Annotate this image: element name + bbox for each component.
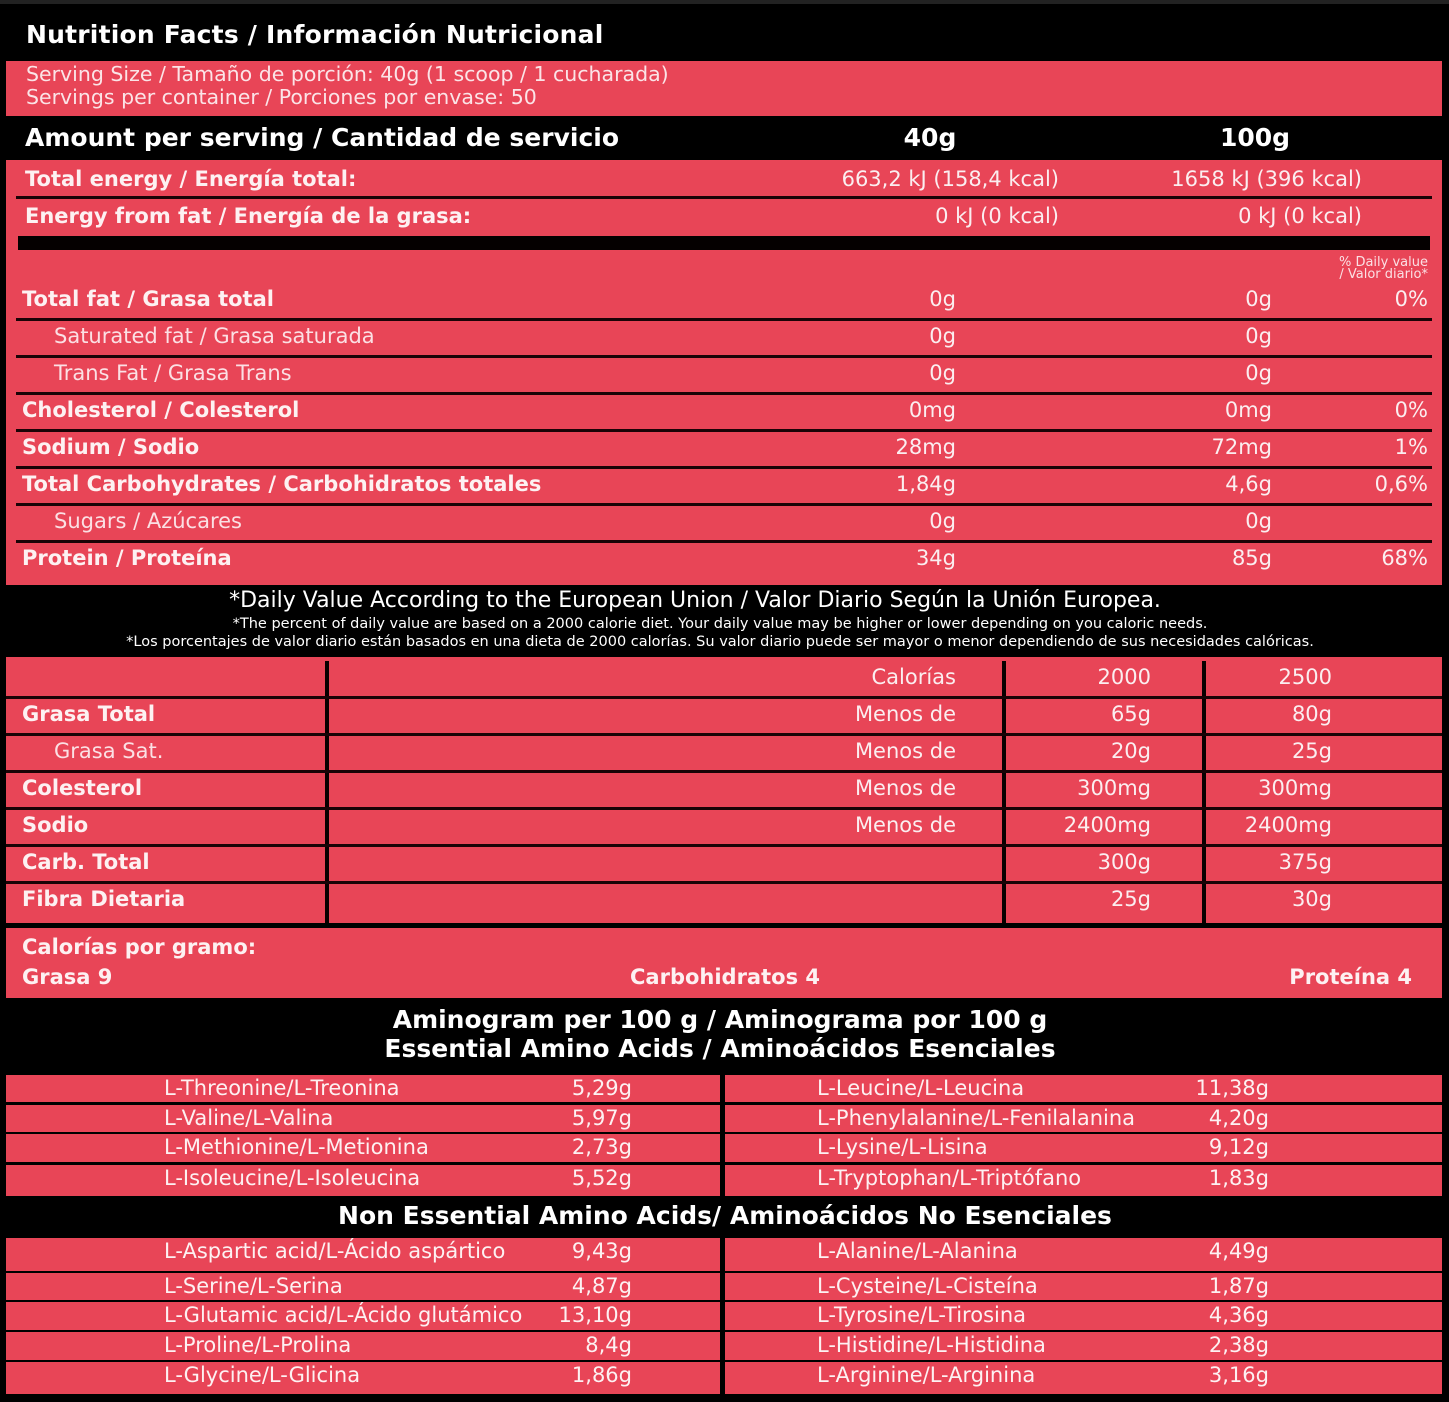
nutrient-daily-value: 68%: [1381, 546, 1428, 570]
amino-acid-value: 4,36g: [1208, 1303, 1269, 1327]
amino-acid-value: 5,52g: [571, 1166, 632, 1190]
column-header-40g: 40g: [903, 123, 957, 152]
dv-table-header-row: [6, 660, 1442, 697]
nutrient-value-100g: 85g: [1231, 546, 1272, 570]
top-edge-strip: [0, 0, 1449, 4]
energy-value-40g: 0 kJ (0 kcal): [935, 204, 1059, 228]
nutrient-panel: [6, 160, 1442, 585]
dv-row-label: Grasa Total: [22, 702, 156, 726]
dv-row-label: Sodio: [22, 813, 89, 837]
nutrient-value-100g: 0g: [1245, 509, 1272, 533]
amino-acid-row: [6, 1134, 720, 1162]
calories-per-gram-carbs: Carbohidratos 4: [630, 965, 820, 989]
calories-per-gram-fat: Grasa 9: [22, 965, 113, 989]
amino-acid-value: 2,38g: [1208, 1333, 1269, 1357]
daily-value-footnote: [0, 586, 1449, 656]
energy-label: Total energy / Energía total:: [25, 167, 357, 191]
amino-acid-row: [6, 1165, 720, 1196]
dv-table-header-2500: 2500: [1278, 665, 1332, 689]
amino-acid-name: L-Serine/L-Serina: [164, 1274, 343, 1298]
serving-info-panel: [6, 61, 1442, 116]
amino-acid-value: 5,97g: [571, 1106, 632, 1130]
amino-acid-value: 9,12g: [1208, 1135, 1269, 1159]
dv-row-2000: 25g: [1110, 887, 1151, 911]
dv-row-qualifier: Menos de: [854, 813, 956, 837]
amino-acid-name: L-Methionine/L-Metionina: [164, 1135, 429, 1159]
amino-acid-row: [6, 1332, 720, 1360]
daily-value-reference-table: [6, 657, 1442, 923]
nutrient-value-40g: 0g: [929, 287, 956, 311]
amount-label: Amount per serving / Cantidad de servicio: [25, 123, 620, 152]
dv-table-row: [6, 697, 1442, 734]
amino-acid-name: L-Isoleucine/L-Isoleucina: [164, 1166, 421, 1190]
amino-acid-row: [725, 1332, 1442, 1360]
dv-row-2000: 20g: [1110, 739, 1151, 763]
nutrient-label: Cholesterol / Colesterol: [22, 398, 300, 422]
nutrient-label: Total Carbohydrates / Carbohidratos totales: [22, 472, 542, 496]
nutrient-value-40g: 34g: [915, 546, 956, 570]
dv-row-qualifier: Menos de: [854, 776, 956, 800]
nutrient-value-40g: 0g: [929, 509, 956, 533]
nutrient-row: [6, 467, 1442, 504]
dv-table-header-2000: 2000: [1097, 665, 1151, 689]
nutrient-row: [6, 504, 1442, 541]
amino-acid-value: 5,29g: [571, 1076, 632, 1100]
amino-acid-name: L-Tryptophan/L-Triptófano: [817, 1166, 1082, 1190]
nutrient-value-40g: 0g: [929, 324, 956, 348]
dv-row-2500: 300mg: [1258, 776, 1332, 800]
dv-table-row: [6, 845, 1442, 882]
dv-row-label: Colesterol: [22, 776, 143, 800]
servings-per-container: Servings per container / Porciones por envase: 50: [26, 85, 537, 109]
footnote-spanish: *Los porcentajes de valor diario están basados en una dieta de 2000 calorías. Su valor diario puede ser mayor o menor dependiendo de sus necesidades calóricas.: [126, 634, 1314, 650]
nutrient-label: Protein / Proteína: [22, 546, 232, 570]
amino-acid-row: [6, 1302, 720, 1330]
amino-acid-name: L-Glutamic acid/L-Ácido glutámico: [164, 1303, 523, 1327]
nutrient-label: Sugars / Azúcares: [54, 509, 242, 533]
amino-acid-value: 4,49g: [1208, 1239, 1269, 1263]
nutrient-row: [6, 430, 1442, 467]
nutrient-value-100g: 72mg: [1211, 435, 1272, 459]
amino-acid-name: L-Threonine/L-Treonina: [164, 1076, 400, 1100]
dv-row-2000: 300g: [1097, 850, 1151, 874]
dv-row-2500: 2400mg: [1244, 813, 1332, 837]
aminogram-heading: [0, 1005, 1449, 1069]
nutrient-row: [6, 282, 1442, 319]
nutrient-value-40g: 28mg: [895, 435, 956, 459]
nutrient-value-40g: 0mg: [908, 398, 956, 422]
nutrient-daily-value: 1%: [1394, 435, 1428, 459]
nutrient-label: Trans Fat / Grasa Trans: [54, 361, 292, 385]
dv-table-header-calorias: Calorías: [871, 665, 956, 689]
amino-acid-row: [6, 1105, 720, 1132]
nutrient-label: Saturated fat / Grasa saturada: [54, 324, 375, 348]
energy-row-fat: [6, 199, 1442, 236]
dv-row-2000: 2400mg: [1063, 813, 1151, 837]
dv-row-2000: 300mg: [1077, 776, 1151, 800]
amino-acid-row: [725, 1302, 1442, 1330]
energy-value-40g: 663,2 kJ (158,4 kcal): [841, 167, 1059, 191]
amino-acid-value: 1,86g: [571, 1363, 632, 1387]
nonessential-amino-heading: [0, 1201, 1449, 1230]
energy-value-100g: 1658 kJ (396 kcal): [1171, 167, 1362, 191]
amino-acid-row: [725, 1362, 1442, 1394]
energy-label: Energy from fat / Energía de la grasa:: [25, 204, 472, 228]
nutrient-daily-value: 0,6%: [1374, 472, 1428, 496]
amount-per-serving-header: [0, 120, 1449, 158]
amino-acid-name: L-Proline/L-Prolina: [164, 1333, 352, 1357]
amino-acid-value: 1,83g: [1208, 1166, 1269, 1190]
nutrient-row: [6, 541, 1442, 578]
amino-acid-name: L-Alanine/L-Alanina: [817, 1239, 1018, 1263]
column-header-100g: 100g: [1219, 123, 1291, 152]
nutrient-label: Total fat / Grasa total: [22, 287, 274, 311]
nutrient-value-100g: 0g: [1245, 324, 1272, 348]
amino-acid-row: [725, 1273, 1442, 1300]
calories-per-gram-title: Calorías por gramo:: [22, 935, 257, 959]
amino-acid-value: 9,43g: [571, 1239, 632, 1263]
dv-row-qualifier: Menos de: [854, 739, 956, 763]
amino-acid-row: [725, 1105, 1442, 1132]
nutrient-value-40g: 1,84g: [895, 472, 956, 496]
amino-acid-value: 4,20g: [1208, 1106, 1269, 1130]
amino-acid-row: [725, 1165, 1442, 1196]
amino-acid-name: L-Arginine/L-Arginina: [817, 1363, 1036, 1387]
dv-row-2500: 80g: [1291, 702, 1332, 726]
calories-per-gram-panel: [6, 928, 1442, 998]
amino-acid-row: [6, 1238, 720, 1271]
amino-acid-name: L-Valine/L-Valina: [164, 1106, 334, 1130]
dv-table-row: [6, 771, 1442, 808]
amino-acid-name: L-Phenylalanine/L-Fenilalanina: [817, 1106, 1136, 1130]
nutrient-row: [6, 356, 1442, 393]
footnote-english: *The percent of daily value are based on a 2000 calorie diet. Your daily value may be higher or lower depending on you caloric needs.: [232, 616, 1208, 632]
amino-acid-row: [6, 1362, 720, 1394]
amino-acid-name: L-Tyrosine/L-Tirosina: [817, 1303, 1027, 1327]
amino-acid-row: [6, 1273, 720, 1300]
amino-acid-row: [725, 1134, 1442, 1162]
amino-acid-name: L-Leucine/L-Leucina: [817, 1076, 1025, 1100]
amino-acid-value: 13,10g: [558, 1303, 632, 1327]
dv-row-label: Grasa Sat.: [54, 739, 164, 763]
nutrient-value-100g: 0g: [1245, 361, 1272, 385]
amino-acid-value: 4,87g: [571, 1274, 632, 1298]
dv-row-label: Fibra Dietaria: [22, 887, 186, 911]
footnote-eu: *Daily Value According to the European Union / Valor Diario Según la Unión Europea.: [229, 588, 1161, 613]
amino-acid-name: L-Glycine/L-Glicina: [164, 1363, 361, 1387]
nutrient-value-100g: 0g: [1245, 287, 1272, 311]
amino-acid-row: [725, 1238, 1442, 1271]
amino-acid-name: L-Cysteine/L-Cisteína: [817, 1274, 1038, 1298]
dv-table-row: [6, 882, 1442, 919]
amino-acid-value: 3,16g: [1208, 1363, 1269, 1387]
amino-acid-name: L-Aspartic acid/L-Ácido aspártico: [164, 1239, 506, 1263]
amino-acid-value: 8,4g: [585, 1333, 632, 1357]
label-title: Nutrition Facts / Información Nutricional: [26, 20, 604, 49]
nutrient-daily-value: 0%: [1394, 287, 1428, 311]
dv-row-qualifier: Menos de: [854, 702, 956, 726]
amino-acid-row: [725, 1075, 1442, 1102]
amino-acid-value: 2,73g: [571, 1135, 632, 1159]
dv-row-label: Carb. Total: [22, 850, 150, 874]
nutrient-value-40g: 0g: [929, 361, 956, 385]
aminogram-title: Aminogram per 100 g / Aminograma por 100 g: [392, 1005, 1048, 1034]
thick-divider-bar: [18, 236, 1430, 250]
nutrient-row: [6, 319, 1442, 356]
daily-value-header-line2: / Valor diario*: [1339, 267, 1428, 282]
nutrient-row: [6, 393, 1442, 430]
dv-table-row: [6, 808, 1442, 845]
amino-acid-name: L-Lysine/L-Lisina: [817, 1135, 988, 1159]
energy-value-100g: 0 kJ (0 kcal): [1238, 204, 1362, 228]
calories-per-gram-protein: Proteína 4: [1289, 965, 1412, 989]
amino-acid-name: L-Histidine/L-Histidina: [817, 1333, 1046, 1357]
nutrient-daily-value: 0%: [1394, 398, 1428, 422]
serving-size: Serving Size / Tamaño de porción: 40g (1 scoop / 1 cucharada): [26, 62, 669, 86]
energy-row-total: [6, 162, 1442, 199]
amino-acid-value: 11,38g: [1195, 1076, 1269, 1100]
dv-row-2500: 25g: [1291, 739, 1332, 763]
nonessential-amino-title: Non Essential Amino Acids/ Aminoácidos No Esenciales: [338, 1201, 1112, 1230]
nutrient-value-100g: 0mg: [1224, 398, 1272, 422]
dv-row-2000: 65g: [1110, 702, 1151, 726]
daily-value-header-line1: % Daily value: [1338, 255, 1428, 270]
amino-acid-value: 1,87g: [1208, 1274, 1269, 1298]
nutrient-value-100g: 4,6g: [1225, 472, 1272, 496]
dv-table-row: [6, 734, 1442, 771]
dv-row-2500: 30g: [1291, 887, 1332, 911]
amino-acid-row: [6, 1075, 720, 1102]
dv-row-2500: 375g: [1278, 850, 1332, 874]
nutrient-label: Sodium / Sodio: [22, 435, 200, 459]
essential-amino-title: Essential Amino Acids / Aminoácidos Esenciales: [384, 1034, 1056, 1063]
daily-value-header: [1339, 257, 1428, 281]
